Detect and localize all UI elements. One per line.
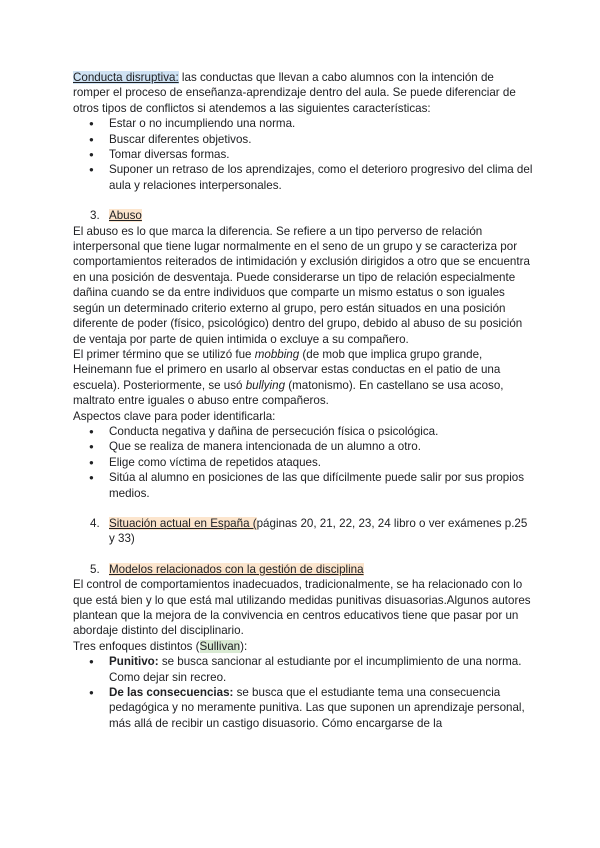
list-item: ● Suponer un retraso de los aprendizajes, como el deterioro progresivo del clima del aula y relaciones interpersonales. (73, 162, 533, 193)
modelos-number: 5. (90, 562, 100, 576)
list-item: ● Tomar diversas formas. (73, 147, 533, 162)
sullivan-name: Sullivan (199, 639, 241, 653)
abuso-paragraph-2: El primer término que se utilizó fue mobbing (de mob que implica grupo grande, Heinemann fue el primero en usarlo al observar estas conductas en el patio de una escuela). Posteriormente, se usó bullying (matonismo). En castellano se usa acoso, maltrato entre iguales o abuso entre compañeros. (73, 347, 504, 408)
mobbing-term: mobbing (254, 347, 300, 361)
abuso-title: Abuso (109, 209, 142, 223)
modelos-title: Modelos relacionados con la gestión de disciplina (109, 562, 364, 576)
modelos-paragraph-1: El control de comportamientos inadecuados, tradicionalmente, se ha relacionado con lo que está bien y lo que está mal utilizando medidas punitivas disuasorias.Algunos autores plantean que la mejora de la convivencia en centros educativos tiene que pasar por un abordaje distinto del disciplinario. (73, 578, 531, 638)
list-item: ● De las consecuencias: se busca que el estudiante tema una consecuencia pedagógica y no meramente punitiva. Las que suponen un aprendizaje personal, más allá de recibir un castigo disuasorio. Cómo encargarse de la (73, 685, 533, 731)
abuso-bullet-list (73, 424, 533, 501)
list-item: ● Punitivo: se busca sancionar al estudiante por el incumplimiento de una norma. Como dejar sin recreo. (73, 654, 533, 685)
list-item: ● Buscar diferentes objetivos. (73, 132, 533, 147)
bullying-term: bullying (245, 378, 286, 392)
conducta-term: Conducta disruptiva: (73, 71, 179, 84)
list-item: ● Sitúa al alumno en posiciones de las que difícilmente puede salir por sus propios medios. (73, 470, 533, 501)
list-item: ● Conducta negativa y dañina de persecución física o psicológica. (73, 424, 533, 439)
list-item: ● Estar o no incumpliendo una norma. (73, 116, 533, 131)
abuso-number: 3. (90, 209, 100, 223)
situacion-rest: páginas 20, 21, 22, 23, 24 libro o ver exámenes p.25 y 33) (109, 516, 528, 546)
enfoques-intro: Tres enfoques distintos (Sullivan): (73, 639, 248, 653)
document-page (73, 70, 533, 731)
situacion-number: 4. (90, 516, 100, 530)
conducta-bullet-list (73, 116, 533, 193)
list-item: ● Elige como víctima de repetidos ataques. (73, 455, 533, 470)
aspects-intro: Aspectos clave para poder identificarla: (73, 409, 276, 423)
abuso-heading (73, 208, 533, 223)
situacion-title: Situación actual en España ( (109, 516, 257, 530)
abuso-paragraph-1: El abuso es lo que marca la diferencia. Se refiere a un tipo perverso de relación interpersonal que tiene lugar normalmente en el seno de un grupo y se caracteriza por comportamientos reiterados de intimidación y exclusión dirigidos a otro que se encuentra en una posición de desventaja. Puede considerarse un tipo de relación especialmente dañina cuando se da entre individuos que comparte un mismo estatus o son iguales según un determinado criterio externo al grupo, pero están situados en una posición diferente de poder (físico, psicológico) dentro del grupo, debido al abuso de su posición de ventaja por parte de quien intimida o excluye a su compañero. (73, 224, 530, 346)
enfoques-list (73, 654, 533, 731)
conducta-paragraph (73, 70, 533, 116)
conducta-text: las conductas que llevan a cabo alumnos con la intención de romper el proceso de enseñanza-aprendizaje dentro del aula. Se puede diferenciar de otros tipos de conflictos si atendemos a las siguientes características: (73, 71, 516, 115)
modelos-heading (73, 562, 533, 577)
list-item: ● Que se realiza de manera intencionada de un alumno a otro. (73, 439, 533, 454)
situacion-heading (73, 516, 533, 547)
